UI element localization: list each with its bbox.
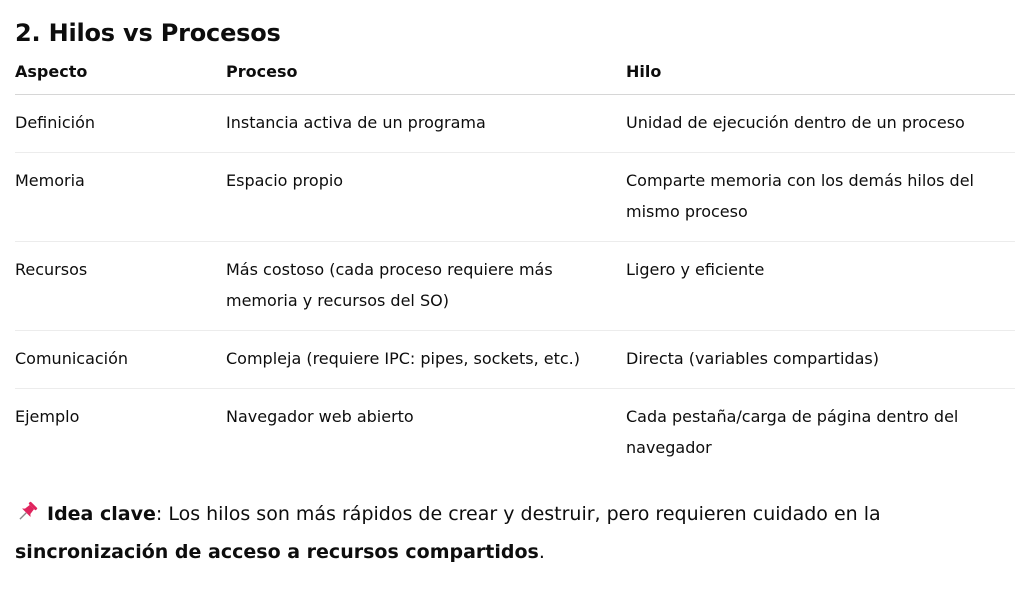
page-title: 2. Hilos vs Procesos (15, 19, 281, 47)
key-idea-note (15, 495, 1015, 571)
cell-text: Ejemplo (15, 407, 80, 426)
cell-aspect (15, 242, 226, 331)
key-idea-emphasis: sincronización de acceso a recursos compartidos (15, 541, 539, 563)
cell-text: Cada pestaña/carga de página dentro del navegador (626, 407, 959, 457)
table-header-row (15, 61, 1015, 95)
cell-text: Ligero y eficiente (626, 260, 765, 279)
cell-text: Más costoso (cada proceso requiere más memoria y recursos del SO) (226, 260, 553, 310)
cell-text: Espacio propio (226, 171, 344, 190)
comparison-table (15, 61, 1015, 477)
table-row (15, 242, 1015, 331)
table-row (15, 389, 1015, 478)
cell-aspect (15, 331, 226, 389)
cell-process (226, 331, 626, 389)
cell-thread (626, 389, 1015, 478)
cell-process (226, 95, 626, 153)
cell-thread (626, 242, 1015, 331)
cell-thread (626, 153, 1015, 242)
table-row (15, 95, 1015, 153)
cell-text: Comunicación (15, 349, 129, 368)
cell-process (226, 242, 626, 331)
pushpin-icon (15, 499, 39, 523)
cell-text: Recursos (15, 260, 88, 279)
cell-text: Directa (variables compartidas) (626, 349, 879, 368)
cell-aspect (15, 95, 226, 153)
cell-text: Unidad de ejecución dentro de un proceso (626, 113, 965, 132)
table-row (15, 153, 1015, 242)
cell-aspect (15, 389, 226, 478)
cell-aspect (15, 153, 226, 242)
cell-text: Memoria (15, 171, 85, 190)
cell-text: Compleja (requiere IPC: pipes, sockets, etc.) (226, 349, 580, 368)
key-idea-label: Idea clave (47, 503, 156, 525)
header-hilo: Hilo (626, 61, 1015, 95)
cell-text: Navegador web abierto (226, 407, 414, 426)
table-row (15, 331, 1015, 389)
cell-text: Definición (15, 113, 95, 132)
cell-process (226, 153, 626, 242)
header-aspecto: Aspecto (15, 61, 226, 95)
key-idea-text: : Los hilos son más rápidos de crear y destruir, pero requieren cuidado en la (155, 503, 881, 525)
key-idea-end: . (538, 541, 545, 563)
cell-thread (626, 95, 1015, 153)
cell-text: Comparte memoria con los demás hilos del mismo proceso (626, 171, 974, 221)
cell-text: Instancia activa de un programa (226, 113, 486, 132)
header-proceso: Proceso (226, 61, 626, 95)
cell-thread (626, 331, 1015, 389)
cell-process (226, 389, 626, 478)
